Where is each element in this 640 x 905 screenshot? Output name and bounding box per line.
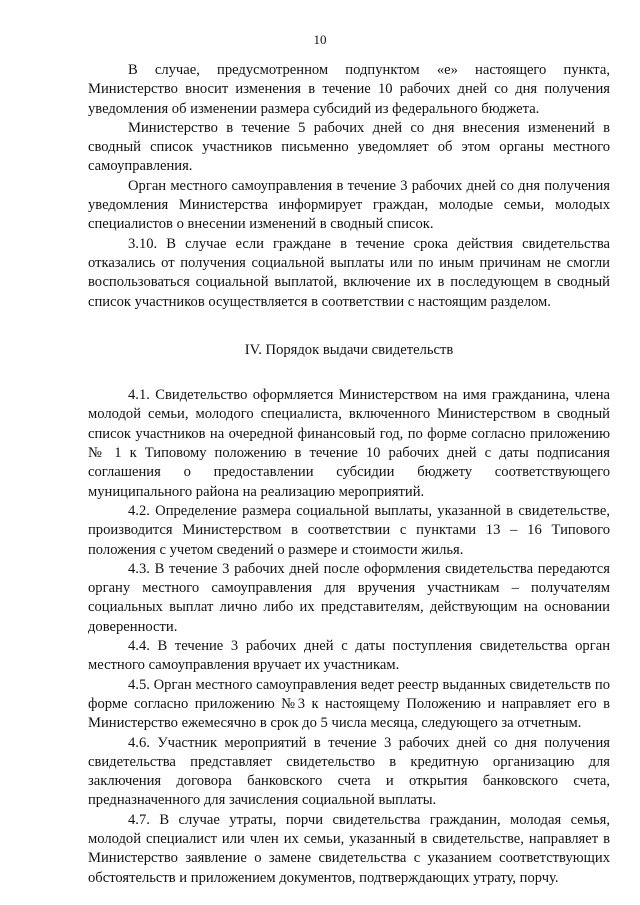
paragraph: Министерство в течение 5 рабочих дней со дня внесения изменений в сводный список участников письменно уведомляет об этом органы местного самоуправления. <box>88 119 610 175</box>
paragraph: 3.10. В случае если граждане в течение срока действия свидетельства отказались от получения социальной выплаты или по иным причинам не смогли воспользоваться социальной выплатой, включение их в последующем в сводный список участников осуществляется в соответствии с настоящим разделом. <box>88 235 610 310</box>
paragraph: 4.6. Участник мероприятий в течение 3 рабочих дней со дня получения свидетельства представляет свидетельство в кредитную организацию для заключения договора банковского счета и открытия банковского счета, предназначенного для зачисления социальной выплаты. <box>88 734 610 809</box>
paragraph: 4.7. В случае утраты, порчи свидетельства гражданин, молодая семья, молодой специалист или член их семьи, указанный в свидетельстве, направляет в Министерство заявление о замене свидетельства с указанием соответствующих обстоятельств и приложением документов, подтверждающих утрату, порчу. <box>88 811 610 886</box>
paragraph: 4.5. Орган местного самоуправления ведет реестр выданных свидетельств по форме согласно приложению №3 к настоящему Положению и направляет его в Министерство ежемесячно в срок до 5 числа месяца, следующего за отчетным. <box>88 676 610 732</box>
paragraph: 4.2. Определение размера социальной выплаты, указанной в свидетельстве, производится Министерством в соответствии с пунктами 13 – 16 Типового положения с учетом сведений о размере и стоимости жилья. <box>88 502 610 558</box>
paragraph: 4.1. Свидетельство оформляется Министерством на имя гражданина, члена молодой семьи, молодого специалиста, включенного Министерством в сводный список участников на очередной финансовый год, по форме согласно приложению № 1 к Типовому положению в течение 10 рабочих дней с даты подписания соглашения о предоставлении субсидии бюджету соответствующего муниципального района на реализацию мероприятий. <box>88 387 610 500</box>
document-body <box>88 61 610 888</box>
paragraph: Орган местного самоуправления в течение 3 рабочих дней со дня получения уведомления Министерства информирует граждан, молодые семьи, молодых специалистов о внесении изменений в сводный список. <box>88 177 610 233</box>
section-heading: IV. Порядок выдачи свидетельств <box>244 341 454 358</box>
page-number: 10 <box>313 32 327 47</box>
paragraph: 4.4. В течение 3 рабочих дней с даты поступления свидетельства орган местного самоуправления вручает их участникам. <box>88 638 610 674</box>
paragraph: 4.3. В течение 3 рабочих дней после оформления свидетельства передаются органу местного самоуправления для вручения участникам – получателям социальных выплат лично либо их представителям, действующим на основании доверенности. <box>88 560 610 635</box>
paragraph: В случае, предусмотренном подпунктом «е» настоящего пункта, Министерство вносит изменения в течение 10 рабочих дней со дня получения уведомления об изменении размера субсидий из федерального бюджета. <box>88 62 610 117</box>
